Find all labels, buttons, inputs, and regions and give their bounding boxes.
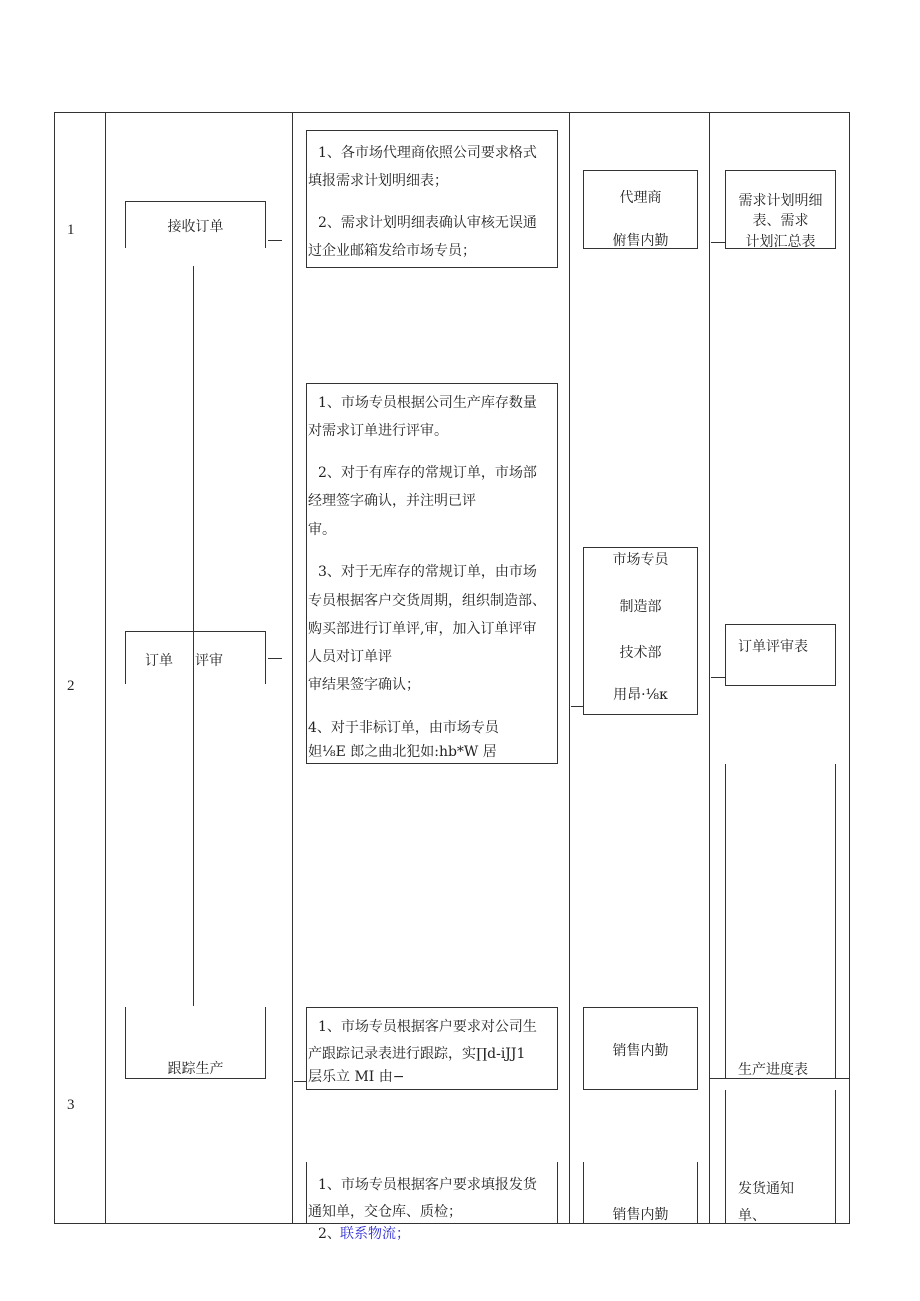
doc-box-4 bbox=[725, 1090, 836, 1224]
doc-1-line-1: 需求计划明细 bbox=[738, 193, 823, 209]
desc-4-line-1: 1、市场专员根据客户要求填报发货 bbox=[318, 1177, 537, 1193]
table-left-border bbox=[54, 112, 55, 1224]
step-track-production-label: 跟踪生产 bbox=[167, 1061, 224, 1077]
desc-1-line-1: 1、各市场代理商依照公司要求格式 bbox=[318, 145, 537, 161]
doc-1-line-2: 表、需求 bbox=[752, 213, 809, 229]
step-receive-order-label: 接收订单 bbox=[167, 219, 224, 235]
desc-2-line-5: 审。 bbox=[308, 522, 336, 538]
doc-4-line-1: 发货通知 bbox=[738, 1181, 794, 1197]
doc-2-connector bbox=[711, 677, 725, 678]
dept-1-agent: 代理商 bbox=[619, 190, 662, 206]
step-order-label: 订单 bbox=[145, 653, 173, 669]
doc-2-order-review-form: 订单评审表 bbox=[738, 639, 808, 655]
doc-1-connector bbox=[711, 242, 725, 243]
dept-2-market-specialist: 市场专员 bbox=[612, 552, 669, 568]
row-number-1: 1 bbox=[67, 222, 75, 238]
dept-2-technical: 技术部 bbox=[619, 645, 662, 661]
doc-3-production-schedule: 生产进度表 bbox=[738, 1062, 808, 1078]
desc-2-line-9: 人员对订单评 bbox=[308, 649, 392, 665]
desc-1-line-4: 过企业邮箱发给市场专员； bbox=[308, 243, 476, 259]
desc-2-line-6: 3、对于无库存的常规订单，由市场 bbox=[318, 564, 537, 580]
dept-1-sales-staff: 俯售内勤 bbox=[612, 233, 669, 249]
desc-2-line-4: 经理签字确认，并注明已评 bbox=[308, 493, 476, 509]
desc-4-line-2: 通知单，交仓库、质检； bbox=[308, 1204, 462, 1220]
dept-2-connector bbox=[571, 706, 583, 707]
doc-box-3 bbox=[725, 764, 836, 1078]
step-review-label: 评审 bbox=[195, 653, 223, 669]
dept-4-sales-staff: 销售内勤 bbox=[612, 1207, 669, 1223]
column-divider-4 bbox=[709, 112, 710, 1224]
desc-3-line-1: 1、市场专员根据客户要求对公司生 bbox=[318, 1019, 537, 1035]
desc-2-line-2: 对需求订单进行评审。 bbox=[308, 423, 448, 439]
dept-2-manufacturing: 制造部 bbox=[619, 599, 662, 615]
table-top-border bbox=[54, 112, 850, 113]
row-number-3: 3 bbox=[67, 1097, 75, 1113]
connector-1 bbox=[268, 240, 282, 241]
desc-3-line-2: 产跟踪记录表进行跟踪，实∏d-iJJ1 bbox=[308, 1046, 526, 1062]
dept-3-sales-staff: 销售内勤 bbox=[612, 1043, 669, 1059]
desc-2-line-7: 专员根据客户交货周期，组织制造部、 bbox=[308, 593, 546, 609]
column-divider-2 bbox=[292, 112, 293, 1224]
desc-4-line-3: 2、 bbox=[318, 1226, 341, 1242]
connector-2 bbox=[268, 658, 282, 659]
doc-1-line-3: 计划汇总表 bbox=[745, 234, 816, 250]
desc-4-line-4: 联系物流； bbox=[340, 1226, 410, 1242]
desc-2-line-1: 1、市场专员根据公司生产库存数量 bbox=[318, 395, 537, 411]
dept-2-procurement: 用昂·⅛κ bbox=[613, 687, 668, 703]
desc-2-line-8: 购买部进行订单评,审，加入订单评审 bbox=[308, 621, 537, 637]
column-divider-1 bbox=[105, 112, 106, 1224]
desc-2-line-3: 2、对于有库存的常规订单，市场部 bbox=[318, 465, 537, 481]
doc-4-line-2: 单、 bbox=[738, 1208, 766, 1224]
connector-3 bbox=[294, 1081, 306, 1082]
desc-2-line-12: 妲⅛E 郎之曲北犯如:hb*W 居 bbox=[308, 744, 497, 760]
desc-1-line-3: 2、需求计划明细表确认审核无误通 bbox=[318, 215, 537, 231]
column-divider-3 bbox=[569, 112, 570, 1224]
desc-2-line-11: 4、对于非标订单，由市场专员 bbox=[308, 720, 499, 736]
row-number-2: 2 bbox=[67, 678, 75, 694]
desc-3-line-3: 层乐立 MI 由− bbox=[308, 1069, 405, 1085]
desc-1-line-2: 填报需求计划明细表； bbox=[308, 173, 448, 189]
desc-2-line-10: 审结果签字确认； bbox=[308, 677, 420, 693]
table-right-border bbox=[849, 112, 850, 1224]
